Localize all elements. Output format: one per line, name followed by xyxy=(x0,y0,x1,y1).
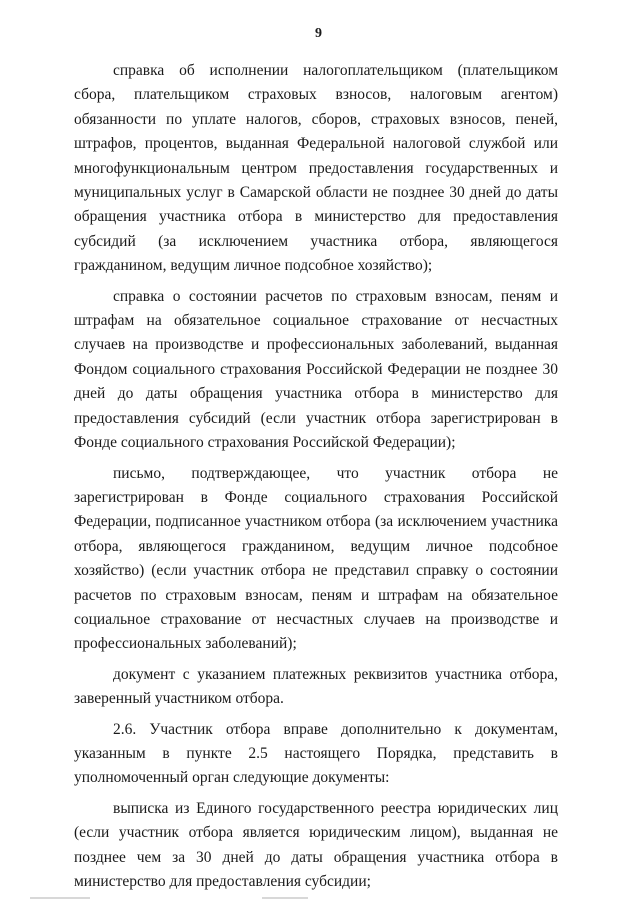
paragraph-section-2-6: 2.6. Участник отбора вправе дополнительно к документам, указанным в пункте 2.5 настоящего Порядка, представить в уполномоченный орган следующие документы: xyxy=(74,720,558,787)
paragraph-egrul-extract: выписка из Единого государственного реестра юридических лиц (если участник отбора является юридическим лицом), выданная не позднее чем за 30 дней до даты обращения участника отбора в министерство для предоставления субсидии; xyxy=(74,799,558,890)
paragraph-payment-details: документ с указанием платежных реквизитов участника отбора, заверенный участником отбора. xyxy=(74,665,558,708)
scan-artifact xyxy=(30,897,90,899)
document-body xyxy=(74,59,558,894)
page-number: 9 xyxy=(315,26,322,41)
paragraph-confirmation-letter: письмо, подтверждающее, что участник отбора не зарегистрирован в Фонде социального страхования Российской Федерации, подписанное участником отбора (за исключением участника отбора, являющегося гражданином, ведущим личное подсобное хозяйство) (если участник отбора не представил справку о состоянии расчетов по страховым взносам, пеням и штрафам на обязательное социальное страхование от несчастных случаев на производстве и профессиональных заболеваний); xyxy=(74,464,558,653)
paragraph-tax-certificate: справка об исполнении налогоплательщиком (плательщиком сбора, плательщиком страховых взносов, налоговым агентом) обязанности по уплате налогов, сборов, страховых взносов, пеней, штрафов, процентов, выданная Федеральной налоговой службой или многофункциональным центром предоставления государственных и муниципальных услуг в Самарской области не позднее 30 дней до даты обращения участника отбора в министерство для предоставления субсидий (за исключением участника отбора, являющегося гражданином, ведущим личное подсобное хозяйство); xyxy=(74,62,558,275)
paragraph-insurance-certificate: справка о состоянии расчетов по страховым взносам, пеням и штрафам на обязательное социальное страхование от несчастных случаев на производстве и профессиональных заболеваний, выданная Фондом социального страхования Российской Федерации не позднее 30 дней до даты обращения участника отбора в министерство для предоставления субсидий (если участник отбора зарегистрирован в Фонде социального страхования Российской Федерации); xyxy=(74,287,558,452)
scan-artifact xyxy=(262,897,308,899)
